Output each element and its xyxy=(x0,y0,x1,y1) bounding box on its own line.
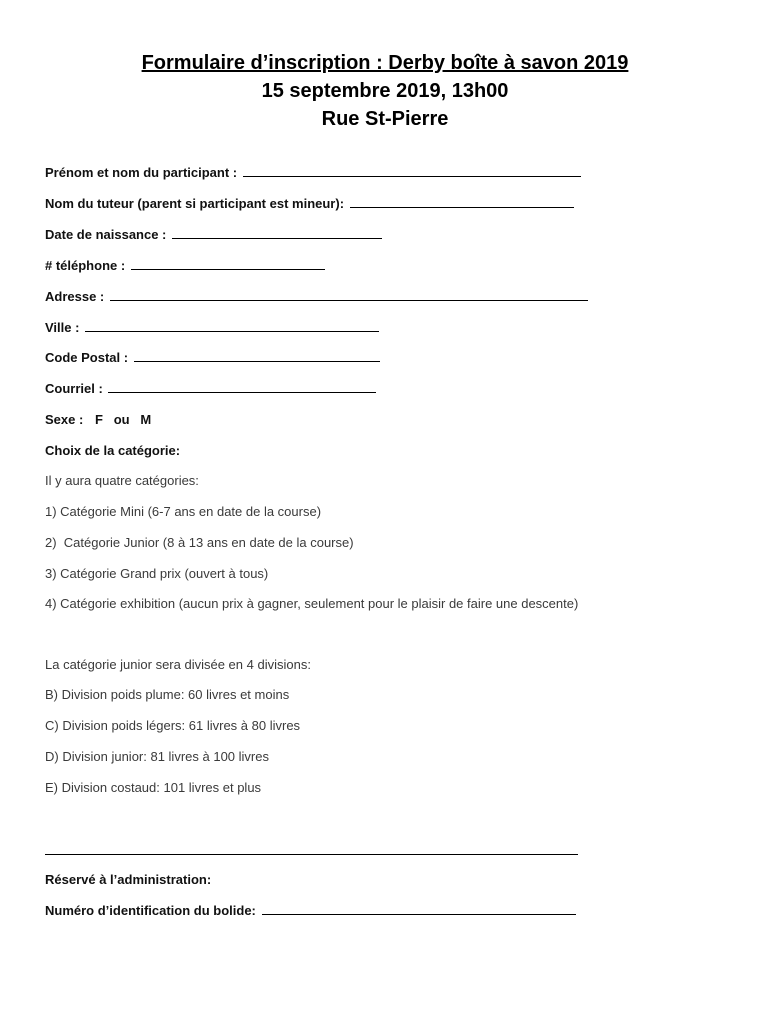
address-blank[interactable] xyxy=(110,288,588,301)
city-blank[interactable] xyxy=(85,319,379,332)
postal-code-field xyxy=(45,349,380,367)
address-field xyxy=(45,288,588,306)
address-label: Adresse : xyxy=(45,289,105,304)
guardian-name-label: Nom du tuteur (parent si participant est mineur): xyxy=(45,196,345,211)
birth-date-field xyxy=(45,226,382,244)
participant-name-field xyxy=(45,164,581,182)
vehicle-id-blank[interactable] xyxy=(262,902,576,915)
separator-line xyxy=(45,854,578,855)
city-label: Ville : xyxy=(45,320,80,335)
email-field xyxy=(45,380,376,398)
postal-code-blank[interactable] xyxy=(134,349,380,362)
sex-options[interactable]: F ou M xyxy=(94,412,152,427)
division-item-legers: C) Division poids légers: 61 livres à 80 livres xyxy=(45,718,301,733)
category-item-junior: 2) Catégorie Junior (8 à 13 ans en date de la course) xyxy=(45,535,354,550)
guardian-name-blank[interactable] xyxy=(350,195,574,208)
admin-heading: Réservé à l’administration: xyxy=(45,872,212,887)
division-item-plume: B) Division poids plume: 60 livres et moins xyxy=(45,687,290,702)
birth-date-label: Date de naissance : xyxy=(45,227,167,242)
guardian-name-field xyxy=(45,195,574,213)
event-location: Rue St-Pierre xyxy=(321,108,449,130)
email-blank[interactable] xyxy=(108,380,376,393)
sex-field xyxy=(45,411,151,429)
category-item-grand-prix: 3) Catégorie Grand prix (ouvert à tous) xyxy=(45,566,269,581)
participant-name-label: Prénom et nom du participant : xyxy=(45,165,238,180)
sex-label: Sexe : xyxy=(45,412,84,427)
city-field xyxy=(45,319,379,337)
division-item-costaud: E) Division costaud: 101 livres et plus xyxy=(45,780,262,795)
division-intro: La catégorie junior sera divisée en 4 divisions: xyxy=(45,657,311,672)
phone-field xyxy=(45,257,325,275)
event-date-time: 15 septembre 2019, 13h00 xyxy=(261,80,509,102)
division-item-junior: D) Division junior: 81 livres à 100 livres xyxy=(45,749,269,764)
form-title: Formulaire d’inscription : Derby boîte à savon 2019 xyxy=(141,52,629,74)
email-label: Courriel : xyxy=(45,381,103,396)
category-heading: Choix de la catégorie: xyxy=(45,443,181,458)
category-item-exhibition: 4) Catégorie exhibition (aucun prix à gagner, seulement pour le plaisir de faire une descente) xyxy=(45,596,579,611)
phone-label: # téléphone : xyxy=(45,258,126,273)
category-item-mini: 1) Catégorie Mini (6-7 ans en date de la course) xyxy=(45,504,322,519)
participant-name-blank[interactable] xyxy=(243,164,581,177)
phone-blank[interactable] xyxy=(131,257,325,270)
birth-date-blank[interactable] xyxy=(172,226,382,239)
vehicle-id-field xyxy=(45,902,576,920)
vehicle-id-label: Numéro d’identification du bolide: xyxy=(45,903,256,918)
category-intro: Il y aura quatre catégories: xyxy=(45,473,199,488)
postal-code-label: Code Postal : xyxy=(45,350,129,365)
